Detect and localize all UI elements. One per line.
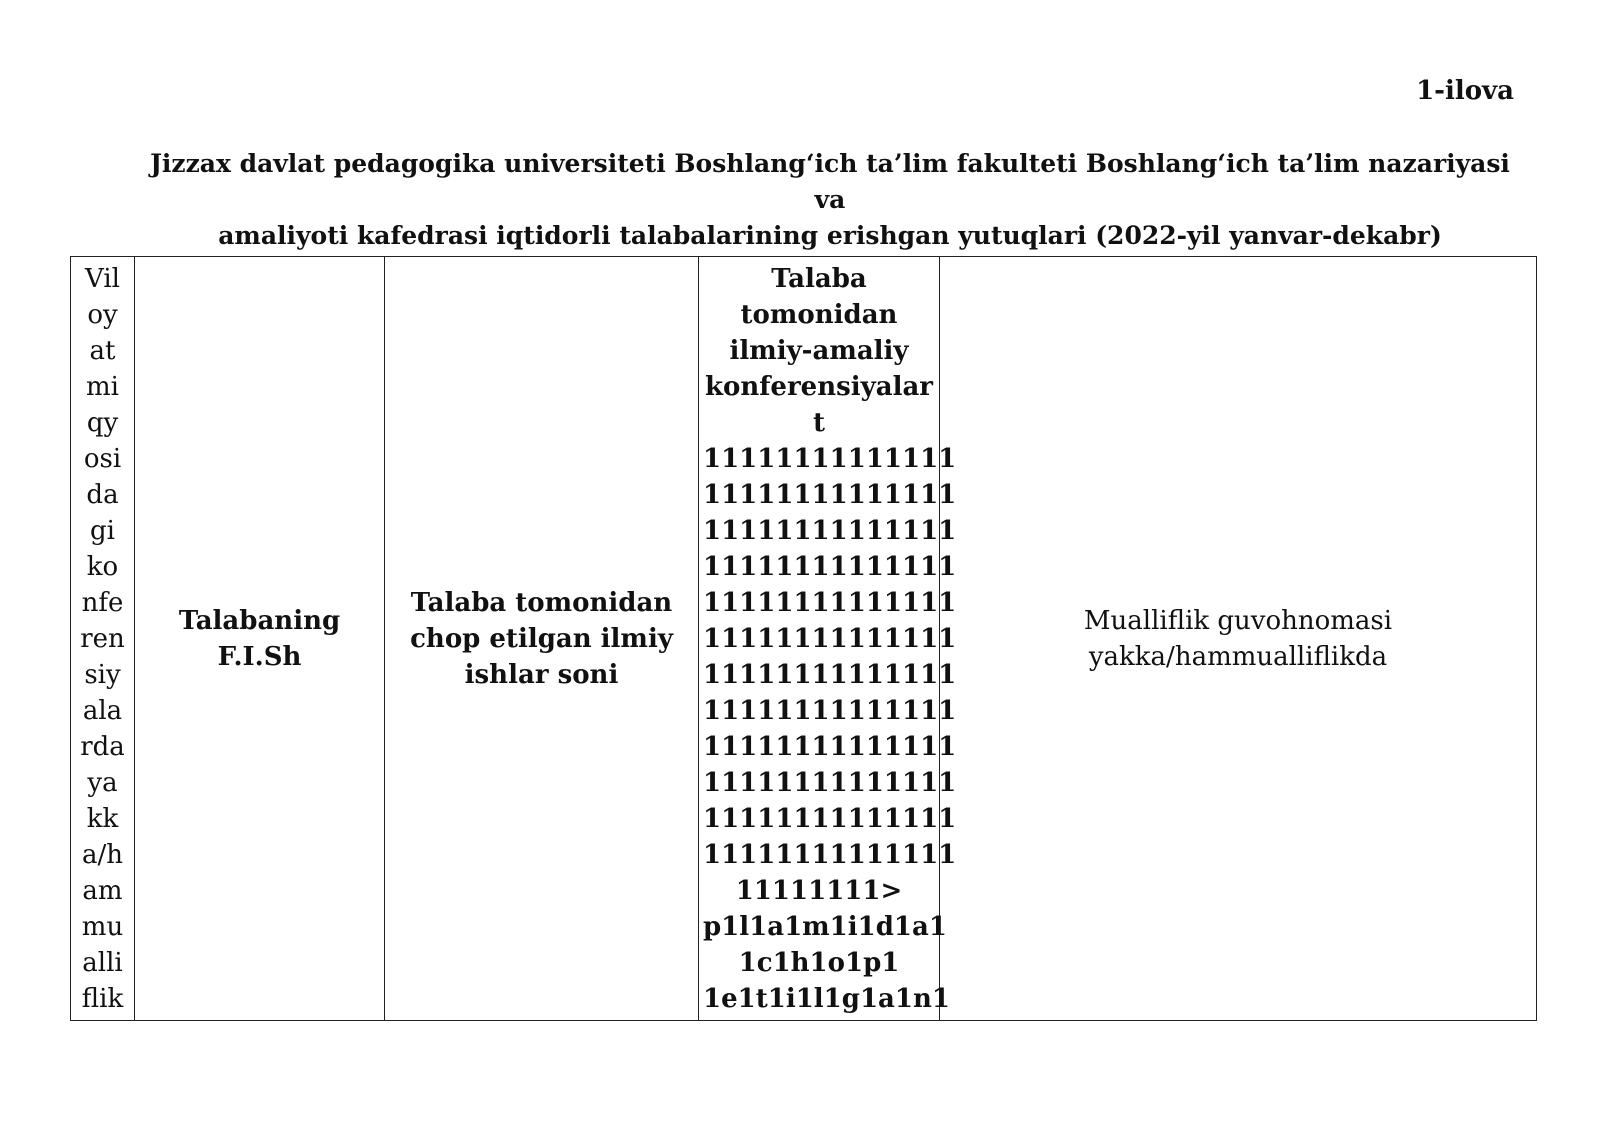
cell-text-line: mi	[86, 371, 119, 402]
document-title	[150, 146, 1510, 254]
cell-text-line: ren	[80, 623, 125, 654]
cell-text-line: am	[82, 875, 123, 906]
header-conferences	[699, 257, 957, 1021]
cell-text-line: osi	[83, 443, 122, 474]
cell-text-line: gi	[90, 515, 115, 546]
header-authorship-certificate	[940, 257, 1537, 1021]
cell-text-line: Mualliflik guvohnomasi	[1083, 605, 1393, 636]
cell-text-line: ilmiy-amaliy	[729, 335, 909, 366]
cell-text-line: Talaba	[771, 263, 867, 294]
title-line-1: Jizzax davlat pedagogika universiteti Boshlang‘ich ta’lim fakulteti Boshlang‘ich ta’lim nazariyasi va	[150, 149, 1510, 214]
cell-text-line: 11111111111111	[703, 551, 957, 582]
cell-text-line: Talaba tomonidan	[410, 587, 673, 618]
cell-text-line: Talabaning	[178, 605, 341, 636]
cell-text-line: 11111111111111	[703, 731, 957, 762]
header-student-name	[135, 257, 385, 1021]
cell-text-line: p1l1a1m1i1d1a1	[703, 911, 947, 942]
cell-text-line: 11111111111111	[703, 515, 957, 546]
cell-text-line: flik	[81, 983, 124, 1014]
table-header-row	[71, 257, 1537, 1021]
cell-text-line: kk	[86, 803, 119, 834]
cell-text-line: 11111111111111	[703, 587, 957, 618]
cell-text-line: yakka/hammualliflikda	[1088, 641, 1388, 672]
annex-label: 1-ilova	[1416, 76, 1514, 106]
cell-text-line: ko	[86, 551, 119, 582]
cell-text-line: 11111111111111	[703, 659, 957, 690]
cell-text-line: 1e1t1i1l1g1a1n1	[703, 983, 950, 1014]
cell-text-line: F.I.Sh	[217, 641, 302, 672]
cell-text-line: ala	[82, 695, 123, 726]
cell-text-line: 11111111111111	[703, 479, 957, 510]
cell-text-line: oy	[87, 299, 118, 330]
cell-text-line: nfe	[81, 587, 124, 618]
cell-text-line: qy	[86, 407, 119, 438]
header-regional-conferences	[71, 257, 135, 1021]
cell-text-line: chop etilgan ilmiy	[410, 623, 673, 654]
cell-text-line: da	[86, 479, 119, 510]
title-line-2: amaliyoti kafedrasi iqtidorli talabalarining erishgan yutuqlari (2022-yil yanvar-dekabr)	[218, 221, 1442, 250]
achievements-table	[70, 256, 1537, 1021]
cell-text-line: 11111111111111	[703, 803, 957, 834]
cell-text-line: 11111111111111	[703, 443, 957, 474]
cell-text-line: 11111111>	[735, 875, 903, 906]
cell-text-line: 11111111111111	[703, 623, 957, 654]
cell-text-line: 11111111111111	[703, 767, 957, 798]
cell-text-line: tomonidan	[740, 299, 898, 330]
cell-text-line: ya	[87, 767, 118, 798]
cell-text-line: rda	[80, 731, 125, 762]
cell-text-line: 1c1h1o1p1	[738, 947, 900, 978]
cell-text-line: mu	[81, 911, 124, 942]
cell-text-line: 11111111111111	[703, 839, 957, 870]
cell-text-line: konferensiyalar	[704, 371, 934, 402]
cell-text-line: at	[89, 335, 116, 366]
cell-text-line: alli	[82, 947, 123, 978]
header-published-works-count	[385, 257, 699, 1021]
cell-text-line: ishlar soni	[464, 659, 619, 690]
cell-text-line: siy	[84, 659, 121, 690]
cell-text-line: Vil	[85, 263, 120, 294]
cell-text-line: t	[812, 407, 825, 438]
cell-text-line: 11111111111111	[703, 695, 957, 726]
cell-text-line: a/h	[81, 839, 123, 870]
